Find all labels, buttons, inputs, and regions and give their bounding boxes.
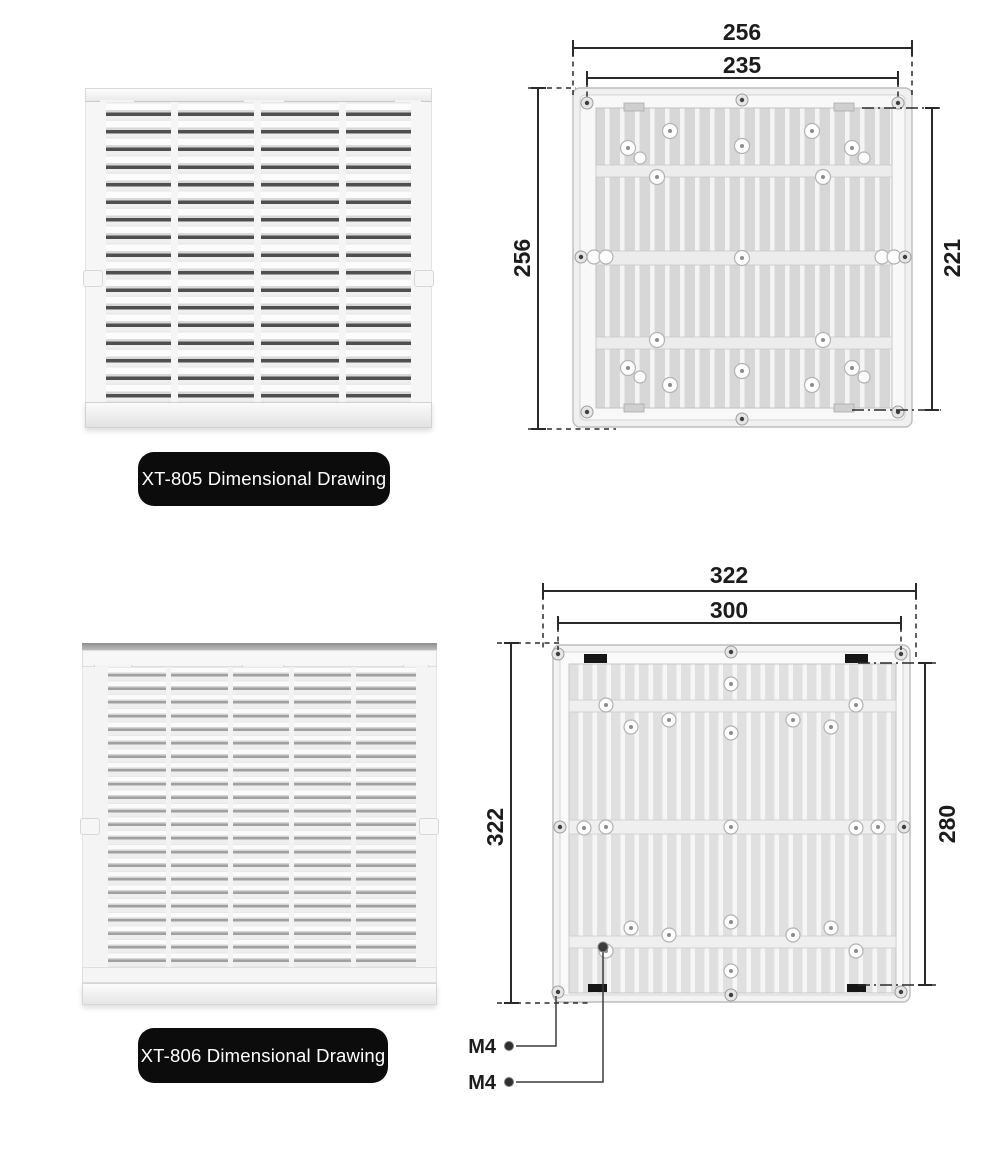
m4-label-1: M4 [468, 1036, 496, 1058]
xt806-louver-grille [82, 667, 437, 967]
xt806-dim-mounting-width-label: 300 [709, 597, 749, 623]
xt806-dim-outer-width-label: 322 [709, 562, 749, 588]
xt806-caption-badge [138, 1028, 388, 1083]
xt805-dim-outer-height-label: 256 [509, 238, 535, 278]
xt805-dim-outer-width-label: 256 [722, 20, 762, 45]
xt805-front-photo [85, 88, 432, 428]
xt806-dim-outer-height-label: 322 [482, 807, 508, 847]
xt805-louver-grille [85, 102, 432, 402]
m4-target-hole [598, 942, 608, 952]
xt805-base [85, 402, 432, 428]
xt806-side-clip-right [419, 818, 439, 835]
xt805-dimensional-drawing [500, 20, 990, 465]
xt805-dim-mounting-width-label: 235 [722, 52, 762, 78]
xt805-side-clip-left [83, 270, 103, 287]
xt806-top-strip [82, 643, 437, 650]
xt806-side-clip-left [80, 818, 100, 835]
xt805-dim-cutout-height-label: 221 [939, 238, 965, 278]
m4-callout-dot-1 [505, 1042, 514, 1051]
m4-label-2: M4 [468, 1072, 496, 1094]
xt806-front-photo [82, 643, 437, 1005]
xt806-m4-callout-corner [468, 996, 556, 1058]
xt805-caption-badge [138, 452, 390, 506]
xt806-base [82, 983, 437, 1005]
xt805-side-clip-right [414, 270, 434, 287]
xt806-caption-text: XT-806 Dimensional Drawing [140, 1044, 386, 1066]
xt805-caption-text: XT-805 Dimensional Drawing [141, 468, 387, 489]
xt806-dim-cutout-height-label: 280 [934, 804, 960, 844]
xt806-bottom-band [82, 967, 437, 983]
xt806-dimensional-drawing [440, 550, 1000, 1120]
m4-callout-dot-2 [505, 1078, 514, 1087]
